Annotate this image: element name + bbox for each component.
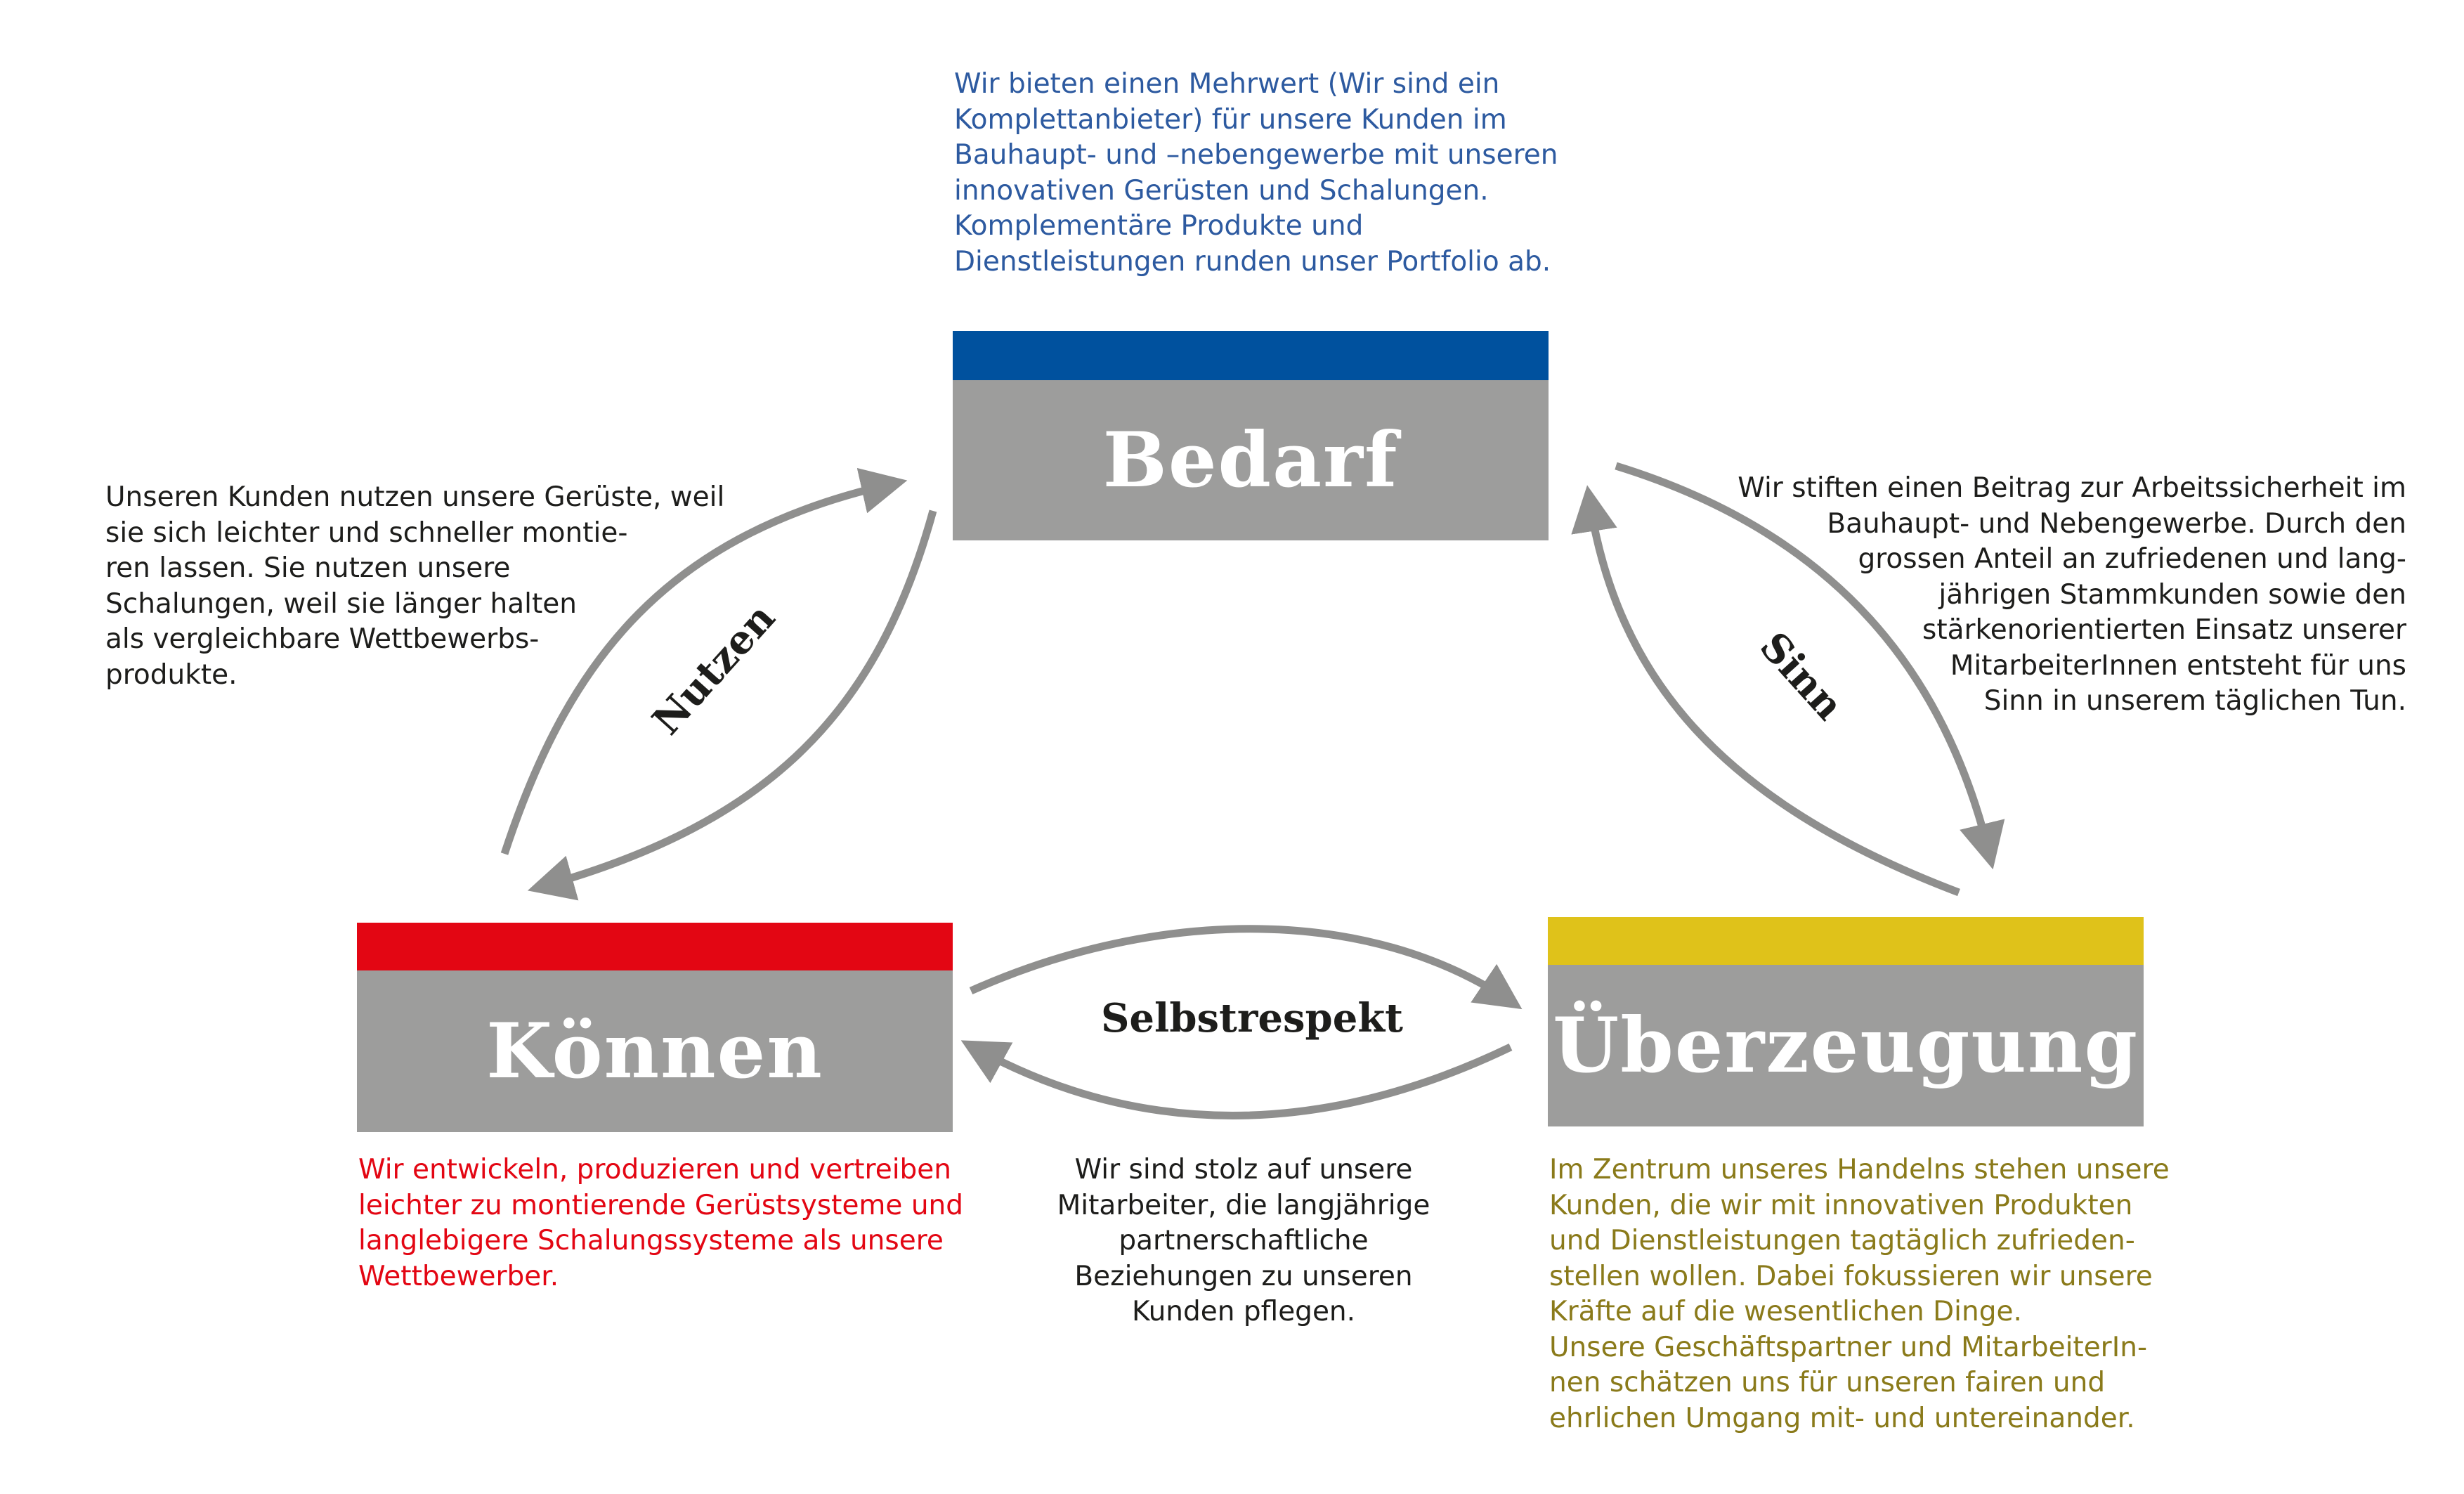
arrow-ueberzeugung-to-bedarf [1589,499,1959,892]
sinn-label: Sinn [1750,623,1853,729]
bedarf-label: Bedarf [1102,416,1399,505]
koennen-label: Können [486,1007,823,1096]
koennen-description: Wir entwickeln, produzieren und vertreiben leichter zu montierende Gerüstsysteme und langlebigere Schalungssysteme als unsere Wettbewerber. [358,1154,964,1292]
ueberzeugung-description: Im Zentrum unseres Handelns stehen unsere Kunden, die wir mit innovativen Produkten und Dienstleistungen tagtäglich zufrieden- stellen wollen. Dabei fokussieren wir unsere Kräfte auf die wesentlichen Dinge. Unsere Geschäftspartner und MitarbeiterIn- nen schätzen uns für unseren fairen und ehrlichen Umgang mit- und untereinander. [1549,1154,2170,1434]
nutzen-description: Unseren Kunden nutzen unsere Gerüste, weil sie sich leichter und schneller montie- ren lassen. Sie nutzen unsere Schalungen, weil sie länger halten als vergleichbare Wettbewerbs- produkte. [105,481,725,691]
sinn-description: Wir stiften einen Beitrag zur Arbeitssicherheit im Bauhaupt- und Nebengewerbe. Durch den grossen Anteil an zufriedenen und lang- jährigen Stammkunden sowie den stärkenorientierten Einsatz unserer MitarbeiterInnen entsteht für uns Sinn in unserem täglichen Tun. [1738,472,2406,717]
selbstrespekt-label: Selbstrespekt [1100,995,1404,1041]
bedarf-description: Wir bieten einen Mehrwert (Wir sind ein Komplettanbieter) für unsere Kunden im Bauhaupt- und –nebengewerbe mit unseren innovativen Gerüsten und Schalungen. Komplementäre Produkte und Dienstleistungen runden unser Portfolio ab. [954,68,1558,278]
nutzen-label: Nutzen [643,595,784,744]
arrow-ueberzeugung-to-koennen [973,1047,1511,1116]
selbstrespekt-description: Wir sind stolz auf unsere Mitarbeiter, die langjährige partnerschaftliche Beziehungen zu unseren Kunden pflegen. [1057,1154,1430,1327]
arrow-bedarf-to-koennen [541,511,933,887]
arrow-koennen-to-ueberzeugung [971,929,1511,1001]
ueberzeugung-label: Überzeugung [1553,1001,2139,1090]
